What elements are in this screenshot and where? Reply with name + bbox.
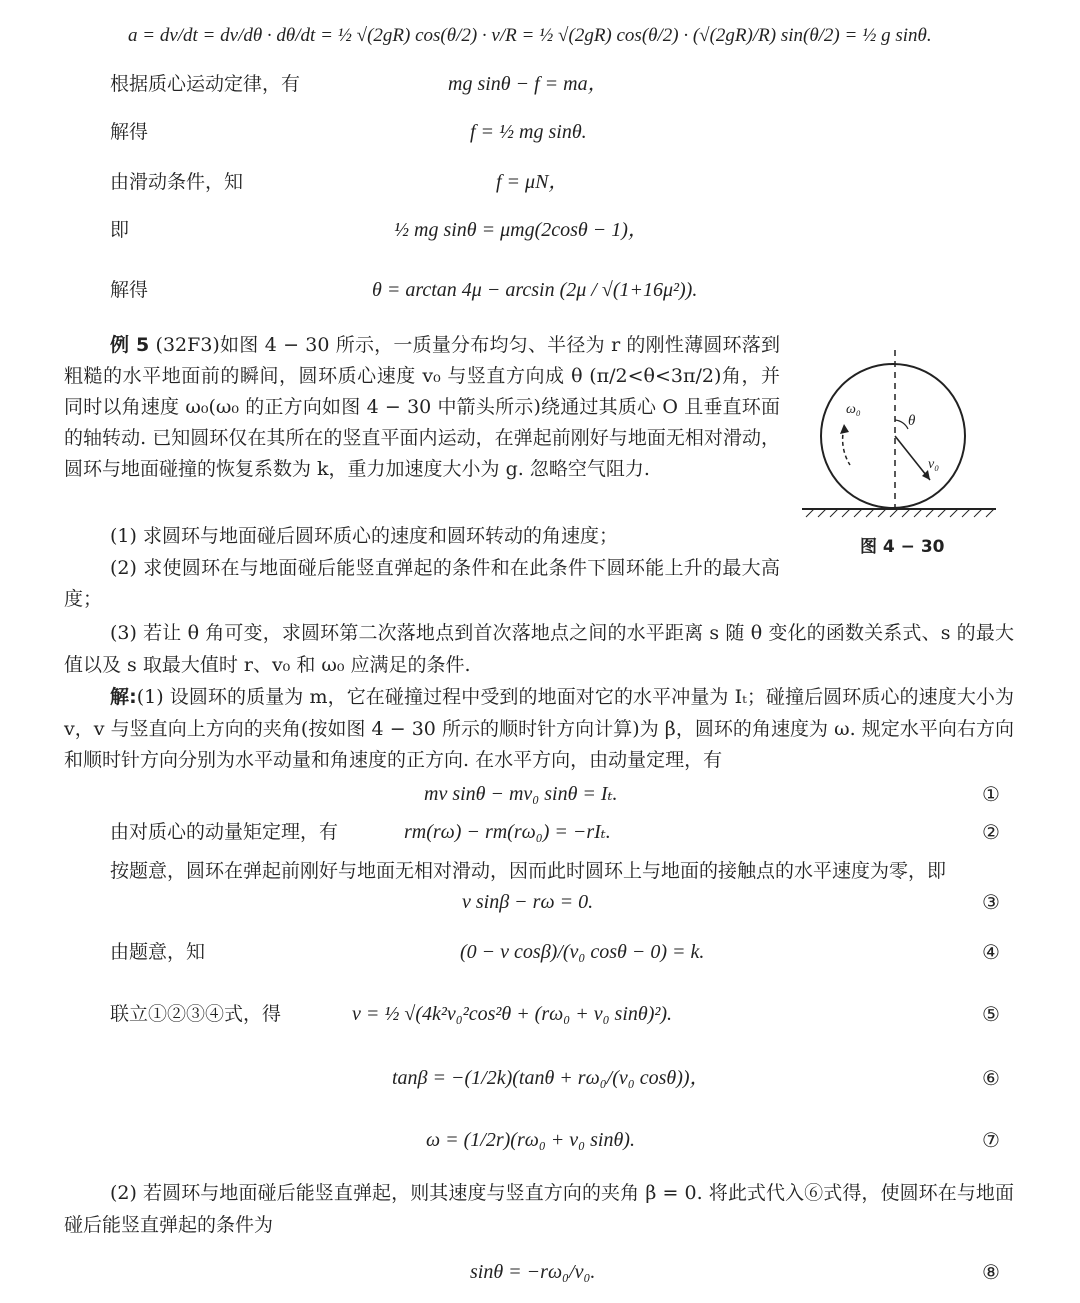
theta-arc <box>895 420 908 429</box>
equation: f = μN， <box>496 171 569 193</box>
tag-6: ⑥ <box>982 1066 1000 1090</box>
figure-4-30 <box>800 340 1000 560</box>
omega-arrowhead <box>840 424 849 434</box>
equation: mg sinθ − f = ma， <box>448 73 608 95</box>
equation: θ = arctan 4μ − arcsin (2μ / √(1+16μ²)). <box>372 279 698 301</box>
equation-3: v sinβ − rω = 0. <box>462 891 594 913</box>
equation-8: sinθ = −rω₀/v₀. <box>470 1261 596 1283</box>
equation-6: tanβ = −(1/2k)(tanθ + rω₀/(v₀ cosθ))， <box>392 1067 710 1089</box>
question-1: (1) 求圆环与地面碰后圆环质心的速度和圆环转动的角速度； <box>110 525 618 547</box>
solution-paragraph <box>64 682 1014 777</box>
equation: f = ½ mg sinθ. <box>470 121 587 143</box>
tag-5: ⑤ <box>982 1002 1000 1026</box>
tag-7: ⑦ <box>982 1128 1000 1152</box>
line-text: 由题意，知 <box>110 941 206 963</box>
ground-hatching <box>806 509 994 517</box>
example-paragraph <box>64 330 780 485</box>
equation-1: mv sinθ − mv₀ sinθ = Iₜ. <box>424 783 618 805</box>
line-text: 即 <box>110 219 130 241</box>
line-text: 解得 <box>110 279 149 301</box>
equation-4: (0 − v cosβ)/(v₀ cosθ − 0) = k. <box>460 941 705 963</box>
figure-caption: 图 4 − 30 <box>860 537 945 557</box>
equation-5: v = ½ √(4k²v₀²cos²θ + (rω₀ + v₀ sinθ)²). <box>352 1003 673 1025</box>
line-text: 解得 <box>110 121 149 143</box>
example-body: (32F3)如图 4 − 30 所示，一质量分布均匀、半径为 r 的刚性薄圆环落到粗糙的水平地面前的瞬间，圆环质心速度 v₀ 与竖直方向成 θ (π/2<θ<3π/2)角，并同时以角速度 ω₀(ω₀ 的正方向如图 4 − 30 中箭头所示)绕通过其质心 O 且垂直环面的轴转动. 已知圆环仅在其所在的竖直平面内运动，在弹起前刚好与地面无相对滑动，圆环与地面碰撞的恢复系数为 k，重力加速度大小为 g. 忽略空气阻力. <box>64 334 780 480</box>
top-formula: a = dv/dt = dv/dθ · dθ/dt = ½ √(2gR) cos(θ/2) · v/R = ½ √(2gR) cos(θ/2) · (√(2gR)/R) sin(θ/2) = ½ g sinθ. <box>128 25 932 46</box>
theta-label: θ <box>908 413 916 429</box>
line-text: 联立①②③④式，得 <box>110 1003 282 1025</box>
line-text: 根据质心运动定律，有 <box>110 73 301 95</box>
equation: ½ mg sinθ = μmg(2cosθ − 1)， <box>394 219 648 241</box>
tag-4: ④ <box>982 940 1000 964</box>
tag-3: ③ <box>982 890 1000 914</box>
example-label: 例 5 <box>110 334 150 356</box>
question-2: (2) 求使圆环在与地面碰后能竖直弹起的条件和在此条件下圆环能上升的最大高度； <box>64 557 780 610</box>
tag-1: ① <box>982 782 1000 806</box>
line-text: 由滑动条件，知 <box>110 171 244 193</box>
tag-8: ⑧ <box>982 1260 1000 1284</box>
line-text: 由对质心的动量矩定理，有 <box>110 821 339 843</box>
paragraph-3: 按题意，圆环在弹起前刚好与地面无相对滑动，因而此时圆环上与地面的接触点的水平速度为零，即 <box>110 860 947 882</box>
equation-7: ω = (1/2r)(rω₀ + v₀ sinθ). <box>426 1129 635 1151</box>
omega-arc-arrow <box>843 428 850 465</box>
omega-label: ω₀ <box>846 402 861 417</box>
question-3: (3) 若让 θ 角可变，求圆环第二次落地点到首次落地点之间的水平距离 s 随 θ 变化的函数关系式、s 的最大值以及 s 取最大值时 r、v₀ 和 ω₀ 应满足的条件. <box>64 622 1014 676</box>
tag-2: ② <box>982 820 1000 844</box>
equation-2: rm(rω) − rm(rω₀) = −rIₜ. <box>404 821 611 843</box>
solution-body: (1) 设圆环的质量为 m，它在碰撞过程中受到的地面对它的水平冲量为 Iₜ；碰撞后圆环质心的速度大小为 v，v 与竖直向上方向的夹角(按如图 4 − 30 所示的顺时针方向计算)为 β，圆环的角速度为 ω. 规定水平向右方向和顺时针方向分别为水平动量和角速度的正方向. 在水平方向，由动量定理，有 <box>64 686 1014 771</box>
v0-label: v₀ <box>928 457 940 472</box>
paragraph-part-2: (2) 若圆环与地面碰后能竖直弹起，则其速度与竖直方向的夹角 β = 0. 将此式代入⑥式得，使圆环在与地面碰后能竖直弹起的条件为 <box>64 1182 1014 1236</box>
solution-label: 解: <box>110 686 137 708</box>
